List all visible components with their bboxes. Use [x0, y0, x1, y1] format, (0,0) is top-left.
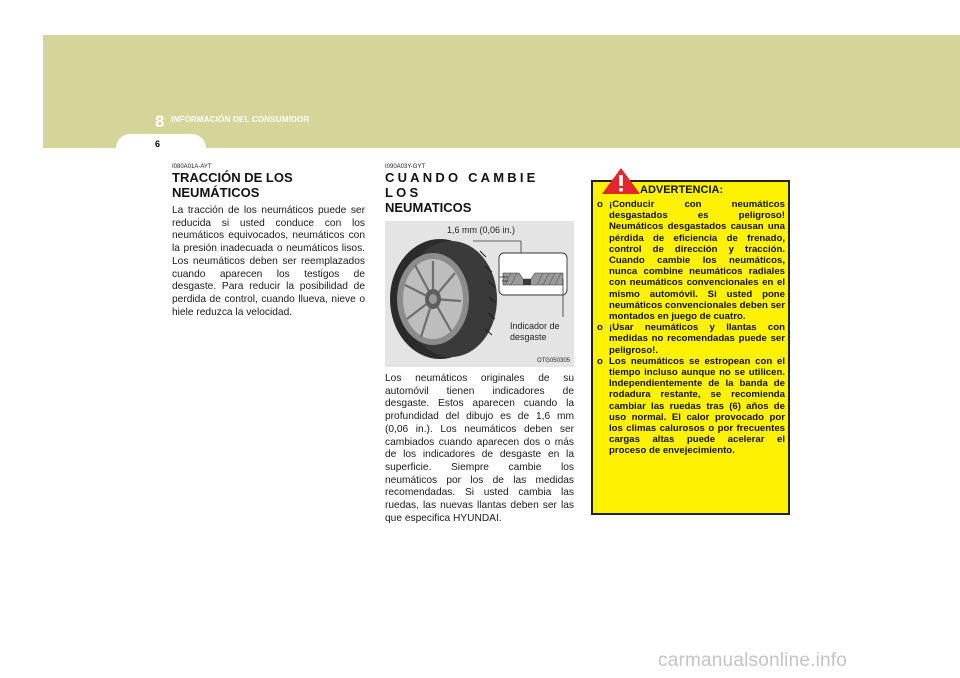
warning-item: o ¡Usar neumáticos y llantas con medidas no recomendadas puede ser peligroso!. — [597, 322, 785, 356]
section-body: La tracción de los neumáticos puede ser reducida si usted conduce con los neumáticos equivocados, neumáticos con la presión inadecuada o neumáticos lisos. Los neumáticos deben ser reemplazados cuando aparecen los testigos de desgaste. Para reducir la posibilidad de perdida de control, cuando llueva, nieve o hiele reduzca la velocidad. — [172, 205, 365, 318]
section-code: I090A03Y-GYT — [385, 164, 426, 170]
warning-bullet: o — [597, 199, 603, 210]
section-title-line-2: NEUMATICOS — [385, 200, 472, 215]
chapter-number: 8 — [155, 112, 165, 131]
section-body: Los neumáticos originales de su automóvil tienen indicadores de desgaste. Estos aparecen cuando la profundidad del dibujo es de 1,6 mm (0,06 in.). Los neumáticos deben ser cambiados cuando aparecen dos o más de los indicadores de desgaste en la superficie. Siempre cambie los neumáticos por los de las medidas recomendadas. Si usted cambia las ruedas, las nuevas llantas deben ser las que especifica HYUNDAI. — [385, 373, 574, 524]
header-band — [43, 35, 960, 148]
page-number-tab — [116, 134, 206, 162]
warning-bullet: o — [597, 355, 603, 367]
watermark: carmanualsonline.info — [658, 650, 848, 671]
exclamation-triangle-icon — [601, 167, 641, 195]
warning-item: o Los neumáticos se estropean con el tiempo incluso aunque no se utilicen. Independientemente de la banda de rodadura restante, se recomienda cambiar las ruedas tras (6) años de uso normal. El calor provocado por los climas calurosos o por frecuentes cargas altas puede acelerar el proceso de envejecimiento. — [597, 355, 785, 457]
section-title — [172, 170, 365, 200]
warning-item: o ¡Conducir con neumáticos desgastados es peligroso! Neumáticos desgastados causan una pérdida de eficiencia de frenado, control de dirección y tracción. Cuando cambie los neumáticos, nunca combine neumáticos radiales con neumáticos convencionales en el mismo automóvil. Si usted pone neumáticos convencionales deben ser montados en juego de cuatro. — [597, 199, 785, 323]
chapter-title: INFORMACIÓN DEL CONSUMIDOR — [171, 115, 310, 124]
section-title-line-2: NEUMÁTICOS — [172, 185, 260, 200]
section-title-line-1: TRACCIÓN DE LOS — [172, 170, 293, 185]
wear-indicator-label: Indicador de desgaste — [510, 321, 560, 342]
tire-wear-figure — [385, 221, 574, 367]
section-title-line-1: CUANDO CAMBIE LOS — [385, 170, 539, 200]
tire-illustration — [385, 221, 574, 367]
section-title — [385, 170, 574, 215]
section-change-tires — [385, 164, 574, 525]
warning-bullet: o — [597, 322, 603, 334]
tread-depth-label: 1,6 mm (0,06 in.) — [447, 225, 516, 235]
warning-list — [597, 199, 785, 457]
figure-code: OTG050305 — [536, 358, 570, 364]
section-code: I080A01A-AYT — [172, 164, 212, 170]
page-number: 6 — [155, 139, 161, 149]
warning-title: ADVERTENCIA: — [640, 184, 724, 196]
section-traction — [172, 164, 365, 319]
